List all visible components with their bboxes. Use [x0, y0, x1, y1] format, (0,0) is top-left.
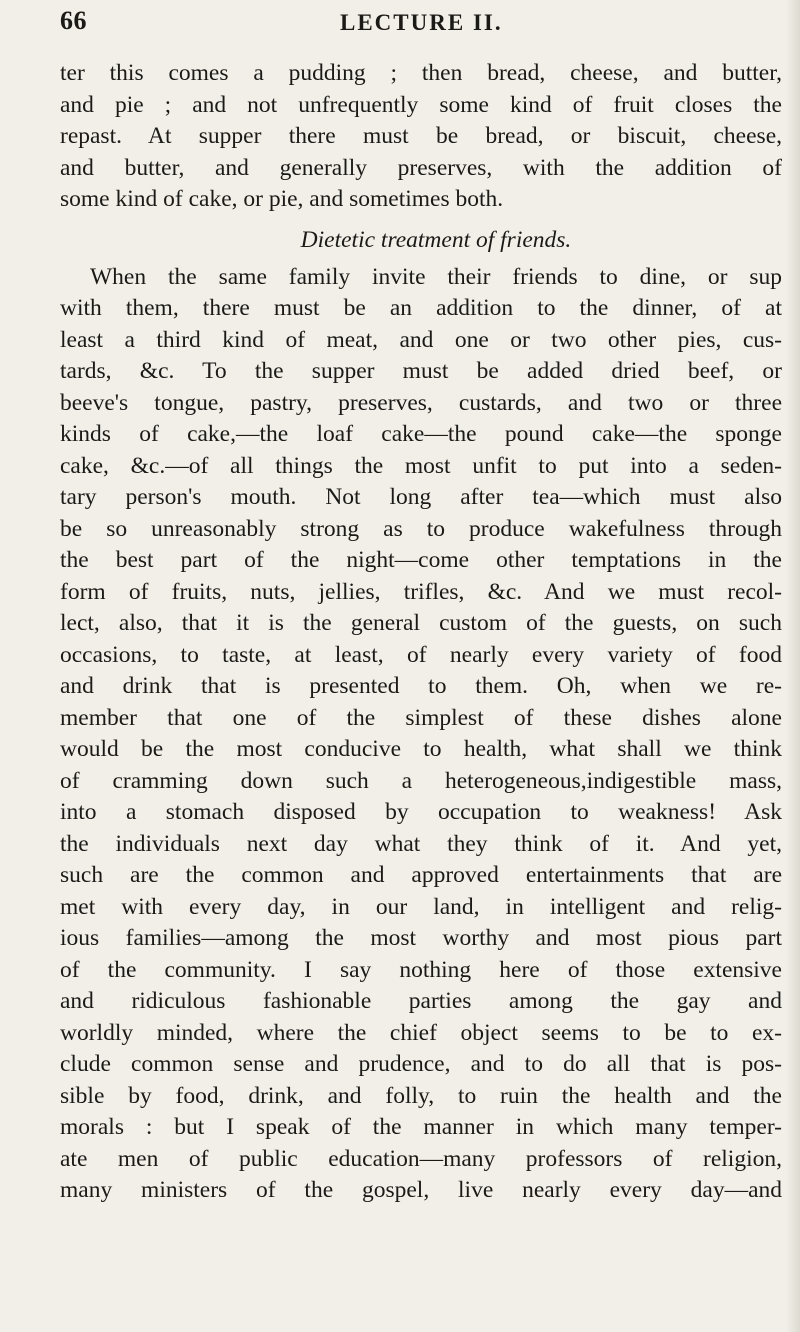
- paragraph-2: [60, 262, 782, 1207]
- text-line: and pie ; and not unfrequently some kind of fruit closes the: [60, 91, 782, 118]
- text-line: and drink that is presented to them. Oh, when we re-: [60, 673, 782, 699]
- text-line: tards, &c. To the supper must be added dried beef, or: [60, 358, 782, 384]
- text-line: tary person's mouth. Not long after tea—which must also: [60, 484, 782, 510]
- paragraph-1: [60, 58, 782, 216]
- text-line: met with every day, in our land, in intelligent and relig-: [60, 893, 782, 920]
- text-line: ate men of public education—many professors of religion,: [60, 1145, 782, 1172]
- running-head: LECTURE II.: [340, 10, 503, 35]
- section-heading: Dietetic treatment of friends.: [300, 226, 572, 253]
- text-line: morals : but I speak of the manner in which many temper-: [60, 1114, 782, 1140]
- text-line: into a stomach disposed by occupation to weakness! Ask: [60, 799, 782, 825]
- text-line: ter this comes a pudding ; then bread, cheese, and butter,: [60, 60, 782, 86]
- text-line: least a third kind of meat, and one or two other pies, cus-: [60, 326, 782, 353]
- text-line: sible by food, drink, and folly, to ruin the health and the: [60, 1082, 782, 1109]
- text-line: of the community. I say nothing here of those extensive: [60, 956, 782, 983]
- text-line: kinds of cake,—the loaf cake—the pound cake—the sponge: [60, 421, 782, 447]
- text-line: When the same family invite their friends to dine, or sup: [90, 263, 782, 290]
- text-line: form of fruits, nuts, jellies, trifles, &c. And we must recol-: [60, 578, 782, 605]
- text-line: lect, also, that it is the general custom of the guests, on such: [60, 610, 782, 636]
- text-line: such are the common and approved entertainments that are: [60, 862, 782, 888]
- text-line: worldly minded, where the chief object seems to be to ex-: [60, 1019, 782, 1046]
- text-line: cake, &c.—of all things the most unfit to put into a seden-: [60, 452, 782, 479]
- text-line: occasions, to taste, at least, of nearly every variety of food: [60, 641, 782, 668]
- page-header: [60, 6, 780, 46]
- page-edge-shadow: [786, 0, 800, 1332]
- text-line: many ministers of the gospel, live nearly every day—and: [60, 1177, 782, 1203]
- body-text: [60, 58, 782, 1207]
- text-line: beeve's tongue, pastry, preserves, custards, and two or three: [60, 389, 782, 416]
- text-line: and ridiculous fashionable parties among the gay and: [60, 988, 782, 1014]
- text-line: the best part of the night—come other temptations in the: [60, 547, 782, 573]
- text-line: with them, there must be an addition to the dinner, of at: [60, 295, 782, 321]
- text-line: ious families—among the most worthy and most pious part: [60, 925, 782, 951]
- text-line: repast. At supper there must be bread, or biscuit, cheese,: [60, 123, 782, 149]
- text-line: be so unreasonably strong as to produce wakefulness through: [60, 515, 782, 542]
- text-line: would be the most conducive to health, what shall we think: [60, 736, 782, 762]
- text-line: of cramming down such a heterogeneous,indigestible mass,: [60, 767, 782, 794]
- page-number: 66: [60, 6, 87, 35]
- text-line: the individuals next day what they think of it. And yet,: [60, 830, 782, 857]
- text-line: clude common sense and prudence, and to do all that is pos-: [60, 1051, 782, 1077]
- text-line: member that one of the simplest of these dishes alone: [60, 704, 782, 731]
- text-line: and butter, and generally preserves, with the addition of: [60, 154, 782, 181]
- text-line: some kind of cake, or pie, and sometimes both.: [60, 186, 504, 212]
